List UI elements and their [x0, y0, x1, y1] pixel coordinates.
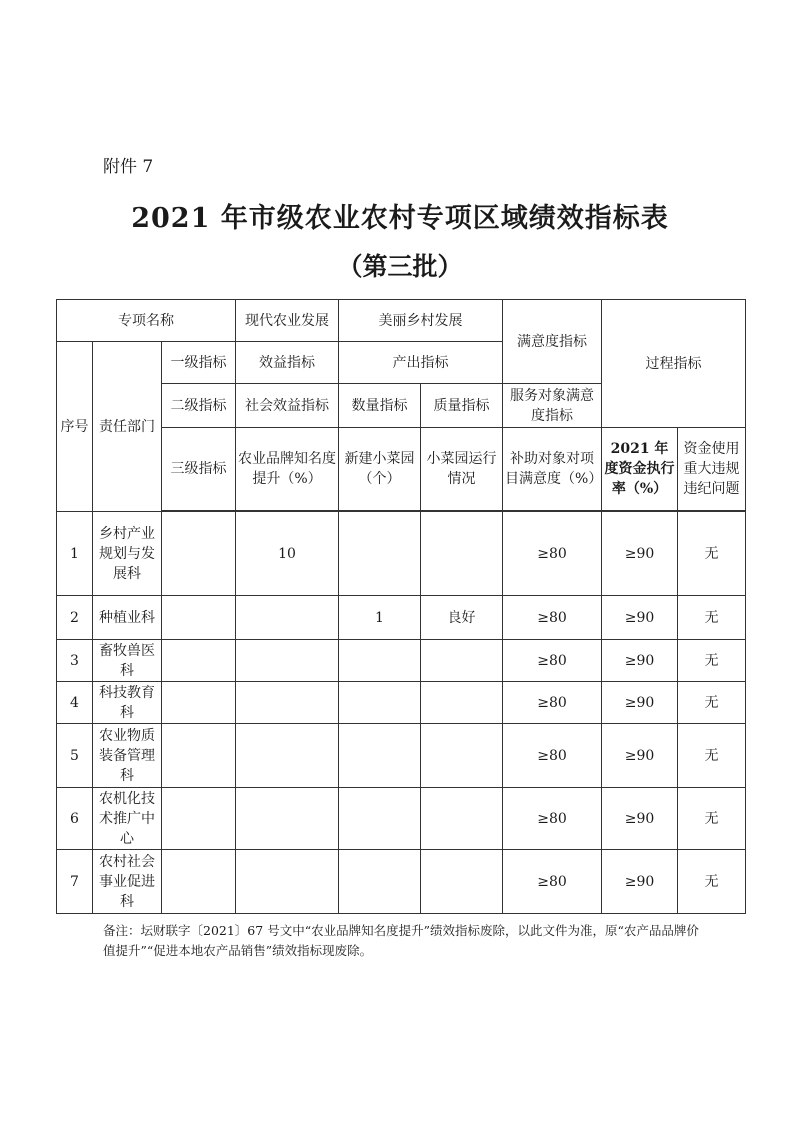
header-quality: 质量指标 [421, 384, 503, 428]
table-row [57, 788, 746, 850]
cell-satisfaction: ≥80 [503, 640, 602, 682]
header-exec-rate: 2021 年度资金执行率（%） [602, 428, 678, 511]
empty-cell [162, 850, 236, 914]
header-level1: 一级指标 [162, 342, 236, 384]
indicator-table [56, 299, 746, 914]
cell-dept: 科技教育科 [93, 682, 162, 724]
header-responsible: 责任部门 [93, 342, 162, 512]
cell-seq: 4 [57, 682, 93, 724]
cell-brand [236, 724, 339, 788]
cell-garden-status [421, 512, 503, 596]
cell-exec-rate: ≥90 [602, 788, 678, 850]
cell-garden-status [421, 724, 503, 788]
cell-violation: 无 [678, 788, 746, 850]
table-row [57, 724, 746, 788]
cell-seq: 6 [57, 788, 93, 850]
cell-new-garden [339, 512, 421, 596]
header-brand: 农业品牌知名度提升（%） [236, 428, 339, 511]
cell-garden-status: 良好 [421, 596, 503, 640]
header-output: 产出指标 [339, 342, 503, 384]
cell-garden-status [421, 640, 503, 682]
cell-new-garden [339, 640, 421, 682]
cell-seq: 5 [57, 724, 93, 788]
cell-seq: 3 [57, 640, 93, 682]
cell-satisfaction: ≥80 [503, 512, 602, 596]
cell-dept: 农业物质装备管理科 [93, 724, 162, 788]
cell-exec-rate: ≥90 [602, 850, 678, 914]
cell-exec-rate: ≥90 [602, 724, 678, 788]
empty-cell [162, 682, 236, 724]
cell-dept: 乡村产业规划与发展科 [93, 512, 162, 596]
cell-brand [236, 640, 339, 682]
attachment-label: 附件 7 [103, 157, 154, 177]
cell-satisfaction: ≥80 [503, 682, 602, 724]
cell-exec-rate: ≥90 [602, 596, 678, 640]
cell-violation: 无 [678, 596, 746, 640]
header-process: 过程指标 [602, 300, 746, 428]
header-quantity: 数量指标 [339, 384, 421, 428]
empty-cell [162, 512, 236, 596]
page-subtitle: （第三批） [337, 252, 463, 281]
header-seq: 序号 [57, 342, 93, 512]
cell-exec-rate: ≥90 [602, 682, 678, 724]
table-row [57, 850, 746, 914]
cell-new-garden: 1 [339, 596, 421, 640]
empty-cell [162, 724, 236, 788]
cell-satisfaction: ≥80 [503, 724, 602, 788]
cell-brand [236, 596, 339, 640]
cell-dept: 农机化技术推广中心 [93, 788, 162, 850]
cell-new-garden [339, 850, 421, 914]
cell-dept: 种植业科 [93, 596, 162, 640]
header-social-benefit: 社会效益指标 [236, 384, 339, 428]
cell-new-garden [339, 788, 421, 850]
cell-seq: 1 [57, 512, 93, 596]
cell-garden-status [421, 850, 503, 914]
header-satisfaction: 满意度指标 [503, 300, 602, 384]
cell-satisfaction: ≥80 [503, 788, 602, 850]
cell-dept: 农村社会事业促进科 [93, 850, 162, 914]
cell-brand [236, 850, 339, 914]
cell-exec-rate: ≥90 [602, 640, 678, 682]
header-new-garden: 新建小菜园（个） [339, 428, 421, 511]
header-project-name: 专项名称 [57, 300, 236, 342]
cell-brand: 10 [236, 512, 339, 596]
cell-violation: 无 [678, 850, 746, 914]
cell-violation: 无 [678, 640, 746, 682]
empty-cell [162, 596, 236, 640]
table-row [57, 682, 746, 724]
cell-brand [236, 682, 339, 724]
empty-cell [162, 640, 236, 682]
header-beautiful-village: 美丽乡村发展 [339, 300, 503, 342]
table-row [57, 512, 746, 596]
header-service-sat: 服务对象满意度指标 [503, 384, 602, 428]
cell-satisfaction: ≥80 [503, 850, 602, 914]
header-level2: 二级指标 [162, 384, 236, 428]
page-title: 2021 年市级农业农村专项区域绩效指标表 [131, 203, 669, 234]
cell-violation: 无 [678, 724, 746, 788]
table-row [57, 596, 746, 640]
cell-violation: 无 [678, 682, 746, 724]
cell-seq: 2 [57, 596, 93, 640]
cell-exec-rate: ≥90 [602, 512, 678, 596]
table-row [57, 640, 746, 682]
empty-cell [162, 788, 236, 850]
cell-satisfaction: ≥80 [503, 596, 602, 640]
cell-garden-status [421, 682, 503, 724]
footnote: 备注：坛财联字〔2021〕67 号文中“农业品牌知名度提升”绩效指标废除，以此文件为准，原“农产品品牌价值提升”“促进本地农产品销售”绩效指标现废除。 [103, 923, 699, 958]
cell-new-garden [339, 724, 421, 788]
cell-seq: 7 [57, 850, 93, 914]
header-benefit: 效益指标 [236, 342, 339, 384]
header-subsidy-sat: 补助对象对项目满意度（%） [503, 428, 602, 511]
cell-new-garden [339, 682, 421, 724]
header-violation: 资金使用重大违规违纪问题 [678, 428, 746, 511]
cell-garden-status [421, 788, 503, 850]
header-garden-status: 小菜园运行情况 [421, 428, 503, 511]
header-level3: 三级指标 [162, 428, 236, 511]
cell-dept: 畜牧兽医科 [93, 640, 162, 682]
cell-brand [236, 788, 339, 850]
header-modern-agri: 现代农业发展 [236, 300, 339, 342]
cell-violation: 无 [678, 512, 746, 596]
